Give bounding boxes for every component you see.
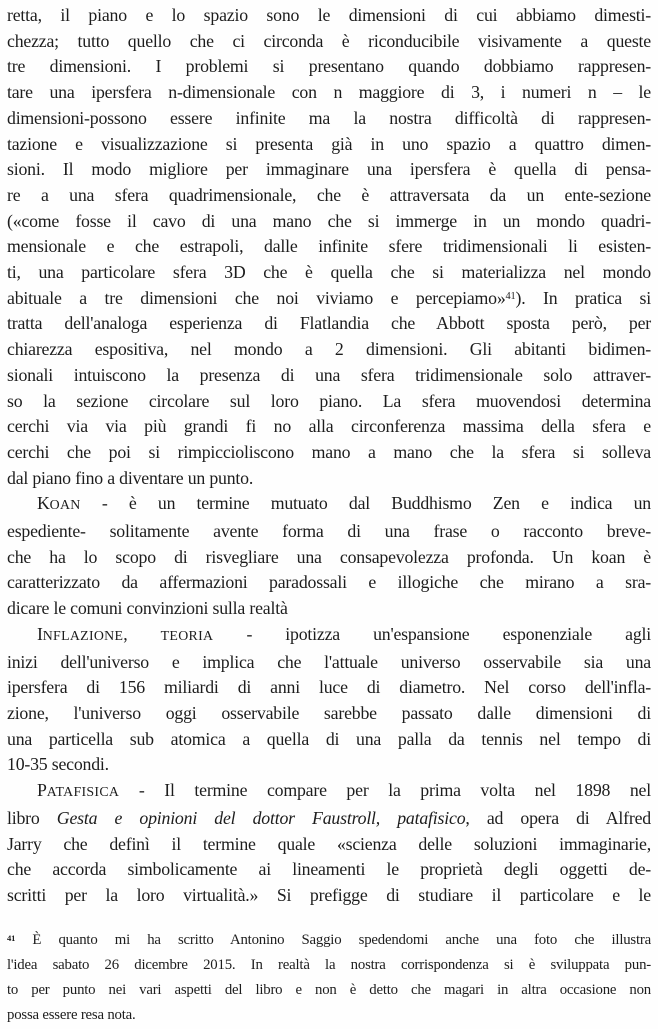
text-line: $^{41}$ È quanto mi ha scritto Antonino Saggio spedendomi anche una foto che illustra [7,932,651,948]
text-line: KOAN - è un termine mutuato dal Buddhismo Zen e indica un [37,493,651,514]
paragraph [7,928,651,1028]
text-line: PATAFISICA - Il termine compare per la prima volta nel 1898 nel [37,780,651,801]
text-line: («come fosse il cavo di una mano che si immerge in un mondo quadri- [7,210,651,231]
text-line: espediente- solitamente avente forma di una frase o racconto breve- [7,521,651,542]
main-text-block [7,3,651,909]
text-line: scritti per la loro virtualità.» Si prefigge di studiare il particolare e le [7,884,651,905]
paragraph [7,622,651,778]
text-line: che accorda simbolicamente ai lineamenti le proprietà degli oggetti de- [7,859,651,880]
text-line: dal piano fino a diventare un punto. [7,467,254,488]
text-line: retta, il piano e lo spazio sono le dimensioni di cui abbiamo dimesti- [7,5,651,25]
text-line: re a una sfera quadrimensionale, che è attraversata da un ente-sezione [7,184,651,205]
text-line: dicare le comuni convinzioni sulla realtà [7,598,288,619]
text-line: dimensioni-possono essere infinite ma la nostra difficoltà di rappresen- [7,107,651,128]
text-line: che ha lo scopo di risvegliare una consapevolezza profonda. Un koan è [7,546,651,567]
text-line: 10-35 secondi. [7,754,109,775]
text-line: Jarry che definì il termine quale «scienza delle soluzioni immaginarie, [7,833,651,854]
text-line: libro Gesta e opinioni del dottor Faustroll, patafisico, ad opera di Alfred [7,807,651,828]
text-line: chiarezza espositiva, nel mondo a 2 dimensioni. Gli abitanti bidimen- [7,339,651,360]
text-line: ipersfera di 156 miliardi di anni luce di diametro. Nel corso dell'infla- [7,677,651,698]
text-line: cerchi che poi si rimpiccioliscono mano a mano che la sfera si solleva [7,441,651,462]
text-line: sioni. Il modo migliore per immaginare una ipersfera è quella di pensa- [7,159,651,180]
paragraph [7,3,651,491]
text-line: zione, l'universo oggi osservabile sarebbe passato dalle dimensioni di [7,702,651,723]
text-line: inizi dell'universo e implica che l'attuale universo osservabile sia una [7,651,651,672]
text-line: tratta dell'analoga esperienza di Flatlandia che Abbott sposta però, per [7,313,651,334]
text-line: ti, una particolare sfera 3D che è quella che si materializza nel mondo [7,262,651,283]
text-line: mensionale e che estrapoli, dalle infinite sfere tridimensionali li esisten- [7,236,651,257]
footnote-block [7,928,651,1028]
text-line: INFLAZIONE, TEORIA - ipotizza un'espansione esponenziale agli [37,623,651,644]
text-line: caratterizzato da affermazioni paradossali e illogiche che mirano a sra- [7,572,651,593]
text-line: so la sezione circolare sul loro piano. La sfera muovendosi determina [7,390,651,411]
text-line: to per punto nei vari aspetti del libro e non è detto che magari in altra occasione non [7,982,651,999]
text-line: chezza; tutto quello che ci circonda è riconducibile visivamente a queste [7,30,651,51]
text-line: una particella sub atomica a quella di una palla da tennis nel tempo di [7,728,651,749]
text-line: tare una ipersfera n-dimensionale con n maggiore di 3, i numeri n – le [7,82,651,103]
text-line: sionali intuiscono la presenza di una sfera tridimensionale solo attraver- [7,364,651,385]
text-line: abituale a tre dimensioni che noi viviamo e percepiamo»$^{41}$). In pratica si [7,287,652,308]
paragraph [7,778,651,909]
text-line: cerchi via via più grandi fi no alla circonferenza massima della sfera e [7,416,651,437]
paragraph [7,491,651,622]
text-line: tazione e visualizzazione si presenta già in uno spazio a quattro dimen- [7,133,651,154]
text-line: tre dimensioni. I problemi si presentano quando dobbiamo rappresen- [7,56,651,77]
text-line: possa essere resa nota. [7,1007,136,1024]
text-line: l'idea sabato 26 dicembre 2015. In realtà la nostra corrispondenza si è sviluppata pun- [7,957,651,974]
